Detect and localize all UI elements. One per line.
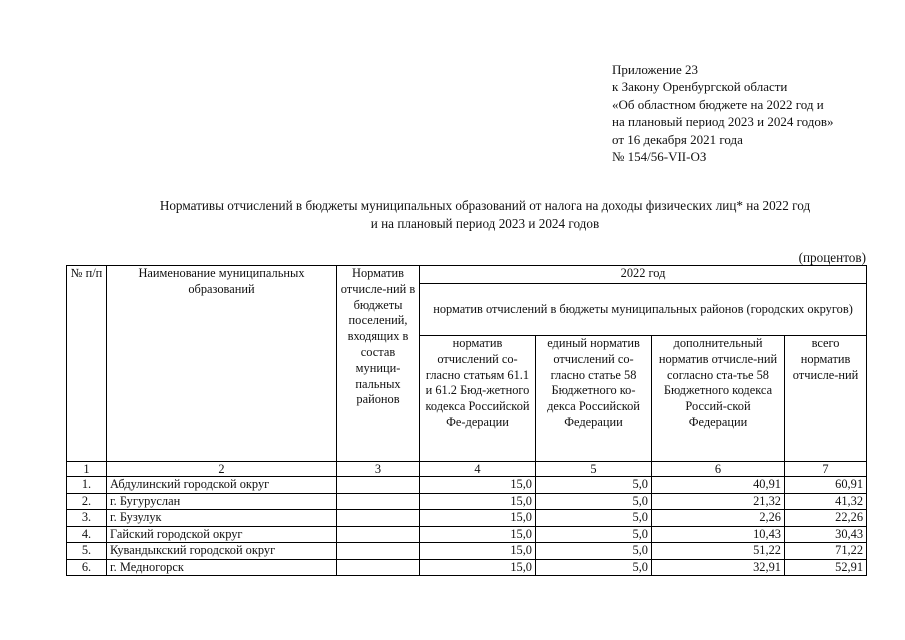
appendix-line: к Закону Оренбургской области (612, 79, 788, 95)
title-line-2: и на плановый период 2023 и 2024 годов (370, 216, 600, 231)
municipality-name: Гайский городской округ (107, 526, 337, 543)
row-number: 1. (67, 477, 107, 494)
settlement-norm (337, 543, 420, 560)
column-number: 1 (67, 462, 107, 477)
additional-norm-58: 51,22 (652, 543, 785, 560)
table-row (67, 493, 867, 510)
appendix-line: Приложение 23 (612, 62, 699, 77)
norm-61: 15,0 (420, 510, 536, 527)
total-norm: 22,26 (785, 510, 867, 527)
header-name: Наименование муниципальных образований (107, 266, 337, 462)
table-row (67, 526, 867, 543)
row-number: 4. (67, 526, 107, 543)
additional-norm-58: 40,91 (652, 477, 785, 494)
total-norm: 71,22 (785, 543, 867, 560)
norm-61: 15,0 (420, 543, 536, 560)
column-number: 2 (107, 462, 337, 477)
norm-61: 15,0 (420, 526, 536, 543)
column-number: 6 (652, 462, 785, 477)
header-col-7: всего норматив отчисле-ний (785, 336, 867, 462)
single-norm-58: 5,0 (536, 559, 652, 576)
table-row (67, 543, 867, 560)
title-line-1: Нормативы отчислений в бюджеты муниципальных образований от налога на доходы физических лиц* на 2022 год (159, 198, 811, 213)
total-norm: 30,43 (785, 526, 867, 543)
units-label: (процентов) (798, 250, 866, 265)
header-col-6: дополнительный норматив отчисле-ний согласно ста-тье 58 Бюджетного кодекса Россий-ской Федерации (652, 336, 785, 462)
norm-61: 15,0 (420, 493, 536, 510)
settlement-norm (337, 477, 420, 494)
settlement-norm (337, 493, 420, 510)
header-num: № п/п (67, 266, 107, 462)
additional-norm-58: 10,43 (652, 526, 785, 543)
appendix-line: на плановый период 2023 и 2024 годов» (612, 114, 834, 130)
municipality-name: г. Медногорск (107, 559, 337, 576)
column-number: 4 (420, 462, 536, 477)
document-title (60, 197, 905, 233)
norm-61: 15,0 (420, 477, 536, 494)
total-norm: 60,91 (785, 477, 867, 494)
single-norm-58: 5,0 (536, 543, 652, 560)
header-districts: норматив отчислений в бюджеты муниципальных районов (городских округов) (420, 284, 867, 336)
single-norm-58: 5,0 (536, 510, 652, 527)
row-number: 3. (67, 510, 107, 527)
single-norm-58: 5,0 (536, 477, 652, 494)
row-number: 5. (67, 543, 107, 560)
appendix-line: от 16 декабря 2021 года (612, 131, 743, 147)
appendix-block (612, 61, 834, 165)
header-col-4: норматив отчислений со-гласно статьям 61.1 и 61.2 Бюд-жетного кодекса Российской Фе-дерации (420, 336, 536, 462)
single-norm-58: 5,0 (536, 526, 652, 543)
column-number: 5 (536, 462, 652, 477)
appendix-line: «Об областном бюджете на 2022 год и (612, 96, 824, 112)
additional-norm-58: 32,91 (652, 559, 785, 576)
header-col-5: единый норматив отчислений со-гласно статье 58 Бюджетного ко-декса Российской Федерации (536, 336, 652, 462)
additional-norm-58: 21,32 (652, 493, 785, 510)
table-row (67, 477, 867, 494)
additional-norm-58: 2,26 (652, 510, 785, 527)
column-number: 3 (337, 462, 420, 477)
norm-61: 15,0 (420, 559, 536, 576)
settlement-norm (337, 526, 420, 543)
municipality-name: Абдулинский городской округ (107, 477, 337, 494)
column-number-row (67, 462, 867, 477)
table-row (67, 559, 867, 576)
table-row (67, 510, 867, 527)
total-norm: 41,32 (785, 493, 867, 510)
header-year: 2022 год (420, 266, 867, 284)
header-settlements: Норматив отчисле-ний в бюджеты поселений, входящих в состав муници-пальных районов (337, 266, 420, 462)
municipality-name: Кувандыкский городской округ (107, 543, 337, 560)
appendix-line: № 154/56-VII-ОЗ (612, 149, 707, 165)
settlement-norm (337, 510, 420, 527)
norms-table (66, 265, 867, 576)
row-number: 6. (67, 559, 107, 576)
row-number: 2. (67, 493, 107, 510)
municipality-name: г. Бугуруслан (107, 493, 337, 510)
municipality-name: г. Бузулук (107, 510, 337, 527)
column-number: 7 (785, 462, 867, 477)
single-norm-58: 5,0 (536, 493, 652, 510)
settlement-norm (337, 559, 420, 576)
total-norm: 52,91 (785, 559, 867, 576)
